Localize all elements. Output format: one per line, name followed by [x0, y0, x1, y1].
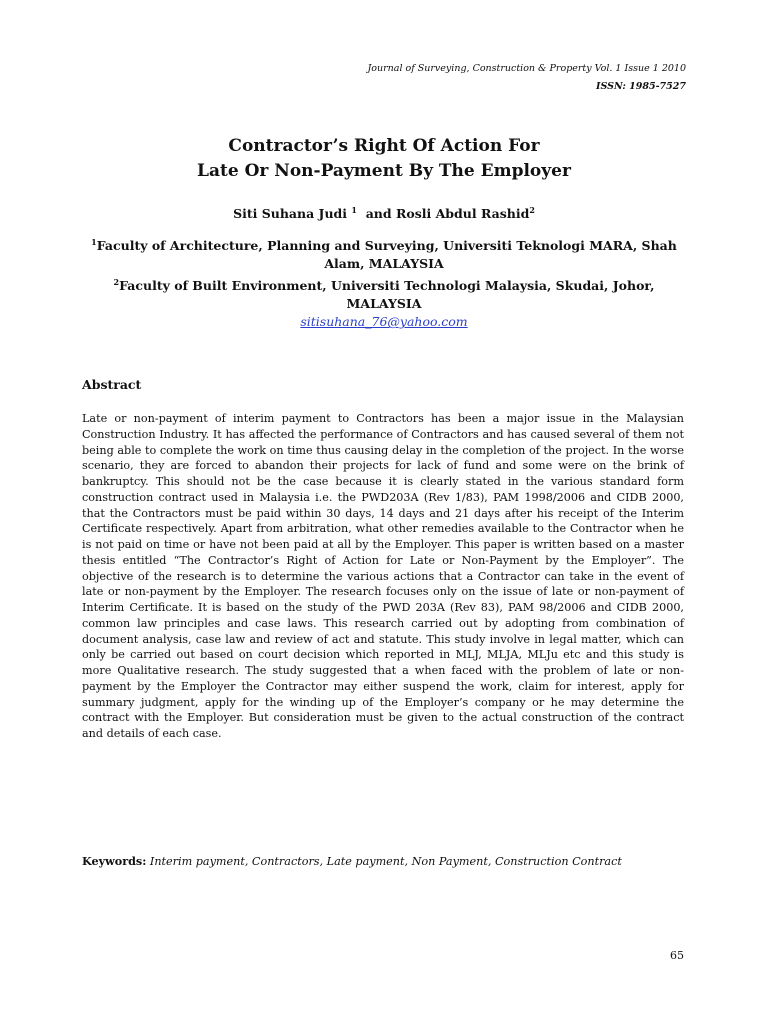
affiliation-1-sup: 1 [91, 237, 97, 247]
keywords-text: Interim payment, Contractors, Late payment, Non Payment, Construction Contract [149, 855, 622, 868]
title-block [0, 134, 768, 221]
journal-header [367, 60, 686, 96]
keywords-label: Keywords: [82, 854, 147, 868]
author-1: Siti Suhana Judi [233, 206, 348, 222]
author-2-sup: 2 [529, 205, 535, 215]
affiliation-1 [80, 233, 688, 273]
keywords [82, 852, 684, 871]
affiliation-2 [80, 273, 688, 313]
author-email-link[interactable]: sitisuhana_76@yahoo.com [300, 314, 468, 330]
affiliations [80, 233, 688, 331]
author-connector: and [361, 206, 396, 222]
author-1-sup: 1 [351, 205, 357, 215]
affiliation-2-text: Faculty of Built Environment, Universiti Technologi Malaysia, Skudai, Johor, MALAYSIA [119, 278, 655, 312]
abstract-heading: Abstract [82, 377, 142, 392]
affiliation-1-text: Faculty of Architecture, Planning and Surveying, Universiti Teknologi MARA, Shah Alam, MALAYSIA [96, 238, 677, 272]
title-line-1: Contractor’s Right Of Action For [228, 136, 540, 156]
title-line-2: Late Or Non-Payment By The Employer [197, 161, 571, 181]
issn: ISSN: 1985-7527 [596, 81, 686, 92]
author-2: Rosli Abdul Rashid [395, 206, 530, 222]
author-list [0, 205, 768, 221]
affiliation-2-sup: 2 [113, 277, 120, 288]
abstract-body: Late or non-payment of interim payment to Contractors has been a major issue in the Malaysian Construction Industry. It has affected the performance of Contractors and has caused several of them not being able to complete the work on time thus causing delay in the completion of the project. In the worse scenario, they are forced to abandon their projects for lack of fund and some were on the brink of bankruptcy. This should not be the case because it is clearly stated in the various standard form construction contract used in Malaysia i.e. the PWD203A (Rev 1/83), PAM 1998/2006 and CIDB 2000, that the Contractors must be paid within 30 days, 14 days and 21 days after his receipt of the Interim Certificate respectively. Apart from arbitration, what other remedies available to the Contractor when he is not paid on time or have not been paid at all by the Employer. This paper is written based on a master thesis entitled “The Contractor’s Right of Action for Late or Non-Payment by the Employer”. The objective of the research is to determine the various actions that a Contractor can take in the event of late or non-payment by the Employer. The research focuses only on the issue of late or non-payment of Interim Certificate. It is based on the study of the PWD 203A (Rev 83), PAM 98/2006 and CIDB 2000, common law principles and case laws. This research carried out by adopting from combination of document analysis, case law and review of act and statute. This study involve in legal matter, which can only be carried out based on court decision which reported in MLJ, MLJA, MLJu etc and this study is more Qualitative research. The study suggested that a when faced with the problem of late or non-payment by the Employer the Contractor may either suspend the work, claim for interest, apply for summary judgment, apply for the winding up of the Employer’s company or he may determine the contract with the Employer. But consideration must be given to the actual construction of the contract and details of each case. [82, 412, 684, 740]
page-number: 65 [670, 949, 684, 962]
paper-title [0, 134, 768, 184]
journal-name: Journal of Surveying, Construction & Property Vol. 1 Issue 1 2010 [367, 63, 686, 74]
